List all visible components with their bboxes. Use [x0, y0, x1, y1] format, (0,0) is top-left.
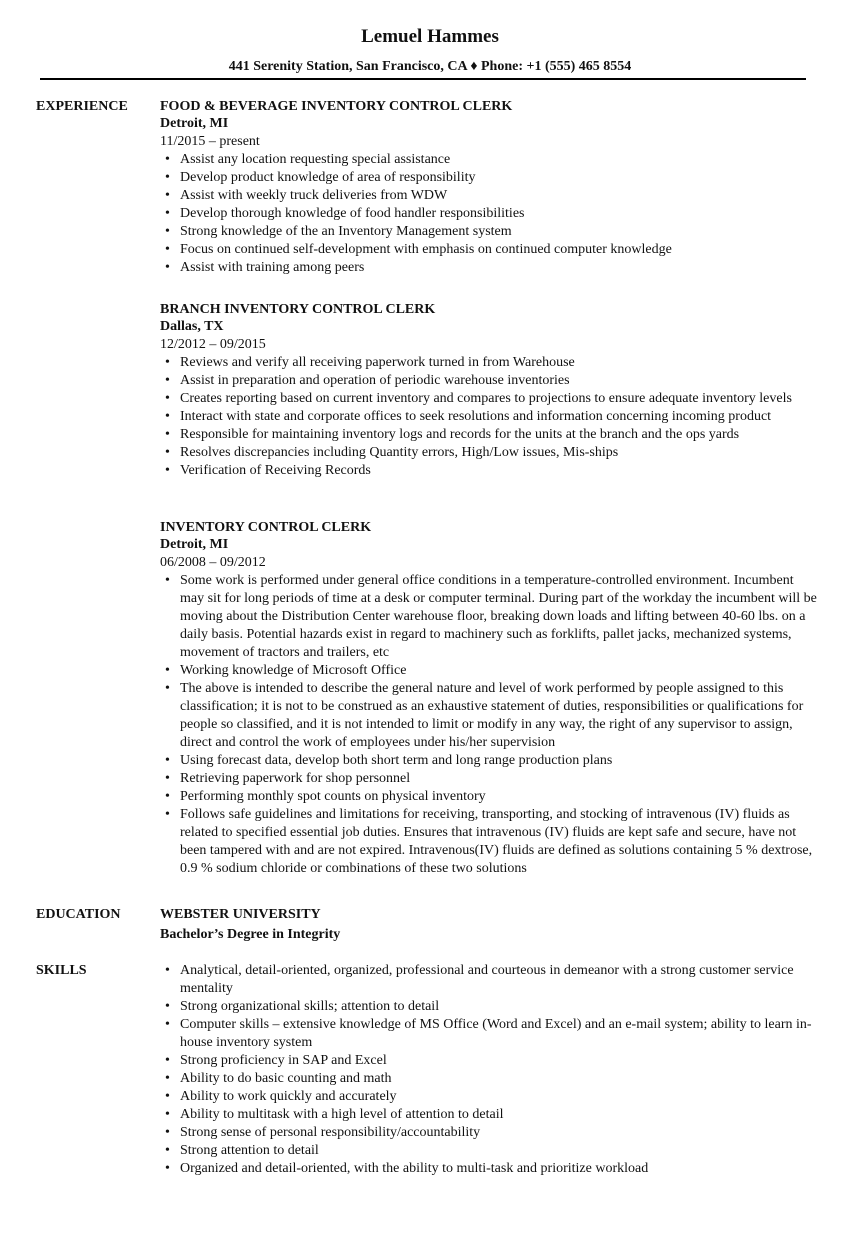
- bullet-item: • Some work is performed under general office conditions in a temperature-controlled environment. Incumbent may sit for long periods of time at a desk or computer terminal. During part of the workday the incumbent will be moving about the Distribution Center warehouse floor, breaking down loads and lifting between 40-60 lbs. on a daily basis. Potential hazards exist in regard to machinery such as forklifts, pallet jacks, mechanized systems, movement of tractors and trailers, etc: [180, 572, 820, 662]
- skill-item: • Ability to multitask with a high level of attention to detail: [180, 1106, 820, 1124]
- contact-info: 441 Serenity Station, San Francisco, CA ♦ Phone: +1 (555) 465 8554: [228, 59, 632, 74]
- job-bullets: [160, 354, 820, 480]
- bullet-item: • The above is intended to describe the general nature and level of work performed by people assigned to this classification; it is not to be construed as an exhaustive statement of duties, responsibilities or qualifications for people so classified, and it is not intended to limit or modify in any way, the right of any supervisor to assign, direct and control the work of employees under his/her supervision: [180, 680, 820, 752]
- bullet-item: • Resolves discrepancies including Quantity errors, High/Low issues, Mis-ships: [180, 444, 820, 462]
- bullet-item: • Responsible for maintaining inventory logs and records for the units at the branch and the ops yards: [180, 426, 820, 444]
- bullet-item: • Using forecast data, develop both short term and long range production plans: [180, 752, 820, 770]
- bullet-item: • Interact with state and corporate offices to seek resolutions and information concerning incoming product: [180, 408, 820, 426]
- bullet-item: • Follows safe guidelines and limitations for receiving, transporting, and stocking of intravenous (IV) fluids as related to specified essential job duties. Ensures that intravenous (IV) fluids are kept safe and secure, have not been tampered with and are not expired. Intravenous(IV) fluids are defined as solutions containing 5 % dextrose, 0.9 % sodium chloride or combinations of these two solutions: [180, 806, 820, 878]
- bullet-item: • Assist with training among peers: [180, 259, 820, 277]
- section-label-experience: EXPERIENCE: [36, 99, 128, 114]
- skills-list: [160, 962, 820, 1178]
- bullet-item: • Reviews and verify all receiving paperwork turned in from Warehouse: [180, 354, 820, 372]
- section-label-skills: SKILLS: [36, 963, 87, 978]
- skill-item: • Strong attention to detail: [180, 1142, 820, 1160]
- bullet-item: • Focus on continued self-development with emphasis on continued computer knowledge: [180, 241, 820, 259]
- job-location: Detroit, MI: [160, 116, 229, 131]
- degree: Bachelor’s Degree in Integrity: [160, 927, 341, 942]
- job-title: BRANCH INVENTORY CONTROL CLERK: [160, 302, 436, 317]
- job-bullets: [160, 572, 820, 878]
- skill-item: • Organized and detail-oriented, with the ability to multi-task and prioritize workload: [180, 1160, 820, 1178]
- bullet-item: • Assist in preparation and operation of periodic warehouse inventories: [180, 372, 820, 390]
- skill-item: • Strong proficiency in SAP and Excel: [180, 1052, 820, 1070]
- bullet-item: • Working knowledge of Microsoft Office: [180, 662, 820, 680]
- skill-item: • Analytical, detail-oriented, organized, professional and courteous in demeanor with a strong customer service mentality: [180, 962, 820, 998]
- bullet-item: • Performing monthly spot counts on physical inventory: [180, 788, 820, 806]
- school-name: WEBSTER UNIVERSITY: [160, 907, 321, 922]
- job-dates: 11/2015 – present: [160, 134, 260, 149]
- bullet-item: • Retrieving paperwork for shop personnel: [180, 770, 820, 788]
- job-bullets: [160, 151, 820, 277]
- skills-list-container: [160, 962, 820, 1178]
- job-location: Detroit, MI: [160, 537, 229, 552]
- skill-item: • Strong organizational skills; attention to detail: [180, 998, 820, 1016]
- bullet-item: • Develop product knowledge of area of responsibility: [180, 169, 820, 187]
- job-entry: [160, 301, 820, 480]
- bullet-item: • Develop thorough knowledge of food handler responsibilities: [180, 205, 820, 223]
- job-location: Dallas, TX: [160, 319, 224, 334]
- skill-item: • Computer skills – extensive knowledge of MS Office (Word and Excel) and an e-mail system; ability to learn in-house inventory system: [180, 1016, 820, 1052]
- section-label-education: EDUCATION: [36, 907, 121, 922]
- bullet-item: • Strong knowledge of the an Inventory Management system: [180, 223, 820, 241]
- job-dates: 12/2012 – 09/2015: [160, 337, 266, 352]
- job-entry: [160, 519, 820, 878]
- skill-item: • Ability to do basic counting and math: [180, 1070, 820, 1088]
- bullet-item: • Assist any location requesting special assistance: [180, 151, 820, 169]
- skill-item: • Ability to work quickly and accurately: [180, 1088, 820, 1106]
- job-title: INVENTORY CONTROL CLERK: [160, 520, 372, 535]
- candidate-name: Lemuel Hammes: [361, 26, 499, 47]
- bullet-item: • Creates reporting based on current inventory and compares to projections to ensure adequate inventory levels: [180, 390, 820, 408]
- bullet-item: • Assist with weekly truck deliveries from WDW: [180, 187, 820, 205]
- job-entry: [160, 98, 820, 277]
- education-entry: [160, 906, 820, 944]
- job-dates: 06/2008 – 09/2012: [160, 555, 266, 570]
- job-title: FOOD & BEVERAGE INVENTORY CONTROL CLERK: [160, 99, 513, 114]
- skill-item: • Strong sense of personal responsibility/accountability: [180, 1124, 820, 1142]
- header-divider: [40, 78, 806, 80]
- bullet-item: • Verification of Receiving Records: [180, 462, 820, 480]
